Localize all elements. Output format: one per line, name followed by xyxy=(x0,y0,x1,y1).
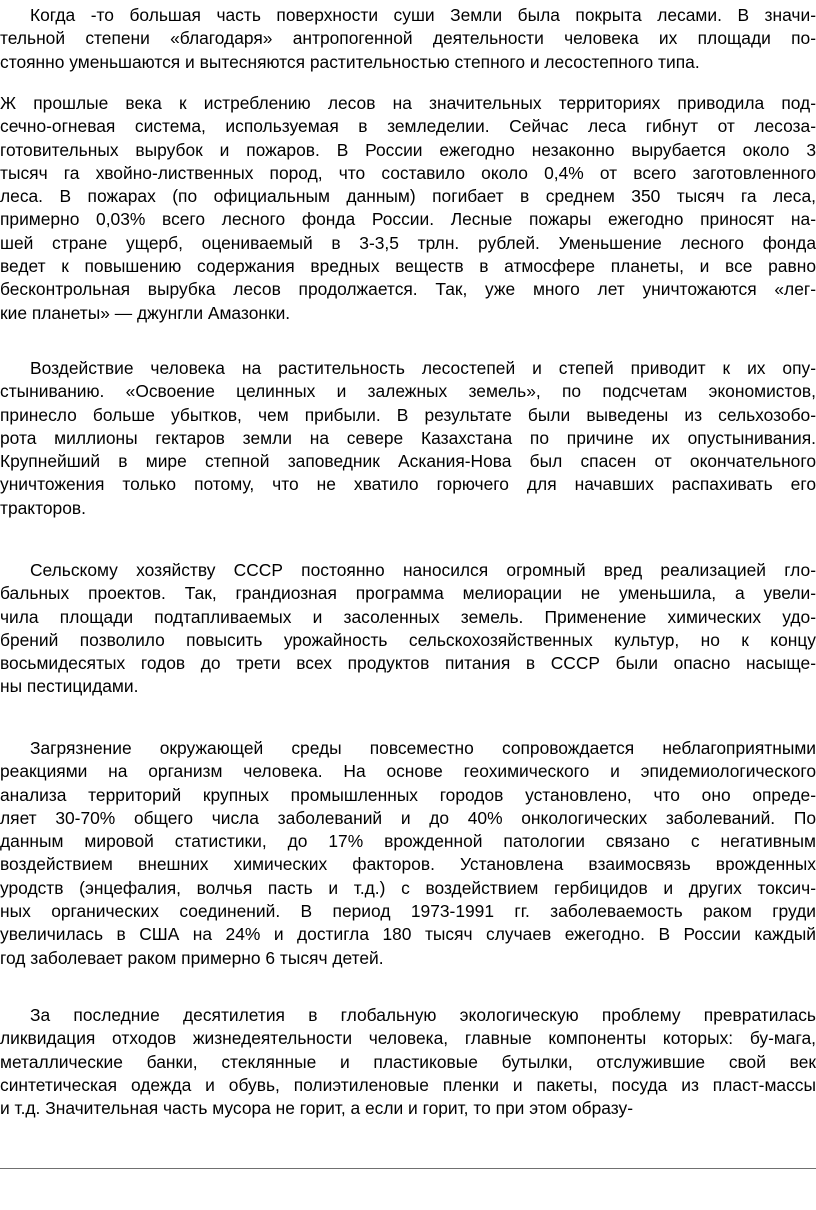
paragraph-steppe-desertification xyxy=(0,357,816,520)
text-line: восьмидесятых годов до трети всех продуктов питания в СССР были опасно насыще- xyxy=(0,653,816,674)
text-line: Загрязнение окружающей среды повсеместно сопровождается неблагоприятными xyxy=(30,738,816,758)
text-line: металлические банки, стеклянные и пластиковые бутылки, отслужившие свой век xyxy=(0,1051,816,1072)
paragraph-forests-intro xyxy=(0,4,816,74)
text-line: брений позволило повысить урожайность сельскохозяйственных культур, но к концу xyxy=(0,629,816,650)
text-line: За последние десятилетия в глобальную экологическую проблему превратилась xyxy=(30,1005,816,1025)
text-line: Ж прошлые века к истреблению лесов на значительных территориях приводила под- xyxy=(0,93,816,113)
text-line: Воздействие человека на растительность лесостепей и степей приводит к их опу- xyxy=(30,358,816,378)
text-line: уродств (энцефалия, волчья пасть и т.д.) с воздействием гербицидов и других токсич- xyxy=(0,877,816,898)
text-line: примерно 0,03% всего лесного фонда России. Лесные пожары ежегодно приносят на- xyxy=(0,209,816,230)
paragraph-pollution-health xyxy=(0,737,816,970)
text-line: и т.д. Значительная часть мусора не горит, а если и горит, то при этом образу- xyxy=(0,1098,633,1119)
text-line: анализа территорий крупных промышленных городов установлено, что оно опреде- xyxy=(0,784,816,805)
paragraph-ussr-agriculture xyxy=(0,559,816,699)
text-line: реакциями на организм человека. На основе геохимического и эпидемиологического xyxy=(0,761,816,782)
text-line: воздействием внешних химических факторов. Установлена взаимосвязь врожденных xyxy=(0,854,816,875)
text-line: синтетическая одежда и обувь, полиэтиленовые пленки и пакеты, посуда из пласт-массы xyxy=(0,1074,816,1095)
text-line: год заболевает раком примерно 6 тысяч детей. xyxy=(0,947,384,968)
text-line: Сельскому хозяйству СССР постоянно наносился огромный вред реализацией гло- xyxy=(30,560,816,580)
text-line: шей стране ущерб, оцениваемый в 3-3,5 трлн. рублей. Уменьшение лесного фонда xyxy=(0,232,816,253)
text-line: бесконтрольная вырубка лесов продолжается. Так, уже много лет уничтожаются «лег- xyxy=(0,279,816,300)
text-line: бальных проектов. Так, грандиозная программа мелиорации не уменьшила, а увели- xyxy=(0,583,816,604)
text-line: чила площади подтапливаемых и засоленных земель. Применение химических удо- xyxy=(0,606,816,627)
text-line: ведет к повышению содержания вредных веществ в атмосфере планеты, и все равно xyxy=(0,256,816,277)
text-line: ны пестицидами. xyxy=(0,676,139,697)
text-line: ляет 30-70% общего числа заболеваний и до 40% онкологических заболеваний. По xyxy=(0,807,816,828)
text-line: сечно-огневая система, используемая в земледелии. Сейчас леса гибнут от лесоза- xyxy=(0,116,816,137)
paragraph-waste-disposal xyxy=(0,1004,816,1120)
text-line: кие планеты» — джунгли Амазонки. xyxy=(0,302,291,323)
text-line: ных органических соединений. В период 1973-1991 гг. заболеваемость раком груди xyxy=(0,901,816,922)
text-line: готовительных вырубок и пожаров. В России ежегодно незаконно вырубается около 3 xyxy=(0,139,816,160)
text-line: увеличилась в США на 24% и достигла 180 тысяч случаев ежегодно. В России каждый xyxy=(0,924,816,945)
text-line: стоянно уменьшаются и вытесняются растительностью степного и лесостепного типа. xyxy=(0,51,700,72)
text-line: данным мировой статистики, до 17% врожденной патологии связано с негативным xyxy=(0,831,816,852)
footer-divider xyxy=(0,1168,816,1169)
text-line: Когда -то большая часть поверхности суши Земли была покрыта лесами. В значи- xyxy=(30,5,816,25)
text-line: стыниванию. «Освоение целинных и залежных земель», по подсчетам экономистов, xyxy=(0,381,816,402)
text-line: тельной степени «благодаря» антропогенной деятельности человека их площади по- xyxy=(0,28,816,49)
text-line: Крупнейший в мире степной заповедник Аскания-Нова был спасен от окончательного xyxy=(0,451,816,472)
text-line: тысяч га хвойно-лиственных пород, что составило около 0,4% от всего заготовленного xyxy=(0,162,816,183)
text-line: тракторов. xyxy=(0,497,86,518)
text-line: уничтожения только потому, что не хватило горючего для начавших распахивать его xyxy=(0,474,816,495)
text-line: леса. В пожарах (по официальным данным) погибает в среднем 350 тысяч га леса, xyxy=(0,186,816,207)
paragraph-forest-destruction xyxy=(0,92,816,325)
text-line: рота миллионы гектаров земли на севере Казахстана по причине их опустынивания. xyxy=(0,427,816,448)
text-line: ликвидация отходов жизнедеятельности человека, главные компоненты которых: бу-мага, xyxy=(0,1028,816,1049)
text-line: принесло больше убытков, чем прибыли. В результате были выведены из сельхозобо- xyxy=(0,404,816,425)
